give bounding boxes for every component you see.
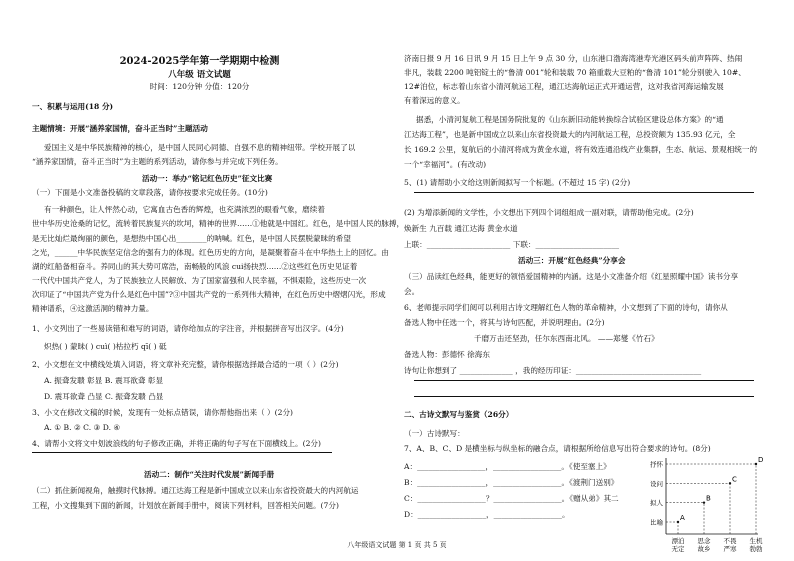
- y-tick-label: 抒怀: [650, 460, 663, 469]
- right-text-line: 12#泊位，标志着山东省小清河航运工程，通江达海航运正式开通运营，这对我省河海运输发展: [404, 82, 724, 91]
- point-label: B: [706, 494, 711, 503]
- left-text-line: 主题情境：开展“涵养家国情，奋斗正当时”主题活动: [32, 124, 208, 133]
- right-text-line: 二、古诗文默写与鉴赏（26分）: [404, 410, 514, 419]
- right-text-line: 会。: [404, 287, 420, 296]
- answer-line[interactable]: [414, 396, 754, 397]
- left-text-line: A. ① B. ② C. ③ D. ④: [44, 423, 121, 432]
- x-tick-label: 不畏: [723, 537, 737, 545]
- left-text-line: 4、请帮小文将文中划波浪线的句子修改正确，并将正确的句子写在下面横线上。(2分): [32, 439, 321, 448]
- x-tick-label-cont: 勃勃: [749, 545, 763, 553]
- left-text-line: （二）抓住新闻视角，触摸时代脉搏。通江达海工程是新中国成立以来山东省投资最大的内河航运: [32, 486, 359, 495]
- right-text-line: C：__________________？__________________。《赠从弟》其二: [404, 494, 619, 503]
- right-text-line: D：__________________，__________________。: [404, 510, 570, 519]
- left-text-line: 是无比灿烂最绚丽的颜色，是想热中国心出________的呐喊。红色，是中国人民摆脱蒙昧的希望: [32, 234, 351, 243]
- left-text-line: 一代代中国共产党人，为了民族独立人民解放、为了国家富强和人民幸福，不惧艰险，这些历史一次: [32, 276, 367, 285]
- x-tick-label: 思念: [697, 537, 711, 545]
- right-text-line: A：__________________，__________________。《使至塞上》: [404, 462, 611, 471]
- data-point: [729, 482, 731, 484]
- y-tick-label: 设问: [650, 479, 663, 488]
- left-text-line: 有一种颜色，让人怦然心动，它寓血古色香的辉煌，也充满浓烈的眼看气象，磨续着: [44, 205, 325, 214]
- y-tick-label: 拟人: [650, 499, 663, 508]
- right-text-line: 备选人物中任选一个，将其与诗句匹配，并说明理由。(2分): [404, 318, 605, 327]
- left-text-line: 湖的红船备相奋斗。养同山的其大势可席浩，南畅般的风浪 cui扬抉烈……②这些红色历史见证着: [32, 262, 358, 271]
- left-text-line: 工程，小文搜集到下面的新闻，计划放在新闻手册中，阅读下列材料，回答相关问题。(7分): [32, 501, 339, 510]
- right-text-line: 长 169.2 公里，复航后的小清河将成为黄金水道，将有效连通沿线产业集群，生态、航运、景观相统一的: [404, 145, 758, 154]
- right-text-line: 7、A、B、C、D 是横坐标与纵坐标的融合点，请根据所给信息写出符合要求的诗句。(8分): [404, 444, 711, 453]
- answer-line[interactable]: [414, 192, 754, 193]
- left-text-line: D. 震耳欲聋 凸显 C. 振聋发聩 凸显: [44, 392, 164, 401]
- left-text-line: 爱国主义是中华民族精神的核心，是中国人民同心同德、自强不息的精神纽带。学校开展了以: [44, 143, 356, 152]
- left-text-line: 2、小文想在文中横线处填入词语，将文章补充完整，请你根据选择最合适的一项（ ）(2分): [32, 360, 339, 369]
- right-text-line: 备选人物：彭德怀 徐海东: [404, 350, 490, 359]
- answer-line[interactable]: [414, 380, 754, 381]
- right-text-line: 5、(1) 请帮助小文给这则新闻拟写一个标题。(不超过 15 字) (2分): [404, 178, 631, 187]
- point-label: D: [758, 456, 764, 464]
- right-text-line: （一）古诗默写：: [404, 429, 465, 438]
- point-label: C: [732, 475, 737, 484]
- right-text-line: 江达海工程”，也是新中国成立以来山东省投资最大的内河航运工程，总投资额为 135.93 亿元，全: [404, 130, 736, 139]
- left-text-line: （一）下面是小文准备投稿的文章段落，请你按要求完成任务。(10分): [32, 188, 268, 197]
- exam-subtitle: 八年级 语文试题: [168, 70, 231, 80]
- right-text-line: B：__________________，__________________。《渡荆门送别》: [404, 478, 619, 487]
- x-tick-label-cont: 无定: [671, 545, 685, 553]
- right-text-line: 上联：______________________ 下联：______________________: [404, 240, 620, 249]
- left-text-line: 活动一：举办“铭记红色历史”征文比赛: [142, 174, 273, 183]
- left-text-line: 炽热( ) 蒙昧( ) cuì( )枯拉朽 qī( ) 砥: [44, 342, 167, 351]
- data-point: [755, 463, 757, 465]
- data-point: [703, 501, 705, 503]
- left-text-line: 1、小文列出了一些易读错和难写的词语，请你给加点的字注音，并根据拼音写出汉字。(4分): [32, 324, 344, 333]
- left-text-line: 之光，______中华民族坚定信念的强有力的体现。红色历史的方向，是凝聚着奋斗在中华热土上的回忆。由: [32, 248, 389, 257]
- page-footer: 八年级语文试题 第 1 页 共 5 页: [347, 541, 447, 549]
- exam-meta: 时间：120分钟 分值：120分: [149, 82, 250, 91]
- left-text-line: 次印证了“中国共产党为什么是红色中国”?③中国共产党的一系列伟大精神，在红色历史中熠熠闪光，形成: [32, 290, 386, 299]
- point-label: A: [680, 514, 685, 522]
- left-text-line: 3、小文在修改文稿的时候，发现有一处标点错误，请你帮他指出来（ ）(2分): [32, 408, 293, 417]
- left-text-line: A. 振聋发聩 彰显 B. 震耳欲聋 彰显: [44, 376, 164, 385]
- right-text-line: 非凡，装载 2200 吨铝锭土的“鲁清 001”轮和装载 70 箱重载大豆粕的“鲁清 101”轮分别驶入 10#、: [404, 68, 746, 77]
- right-text-line: 6、老师提示同学们阅可以利用古诗文理解红色人物的革命精神，小文想到了下面的诗句，请你从: [404, 303, 728, 312]
- right-text-line: (2) 为增添新闻的文学性，小文想出下列四个词组组成一副对联，请帮助他完成。(2分): [404, 208, 694, 217]
- left-text-line: 活动二：制作“关注时代发展”新闻手册: [144, 470, 275, 479]
- x-tick-label-cont: 故乡: [697, 545, 711, 553]
- right-text-line: 有着深远的意义。: [404, 96, 465, 105]
- left-text-line: “涵养家国情，奋斗正当时”为主题的系列活动，请你参与并完成下列任务。: [32, 157, 283, 166]
- right-text-line: 据悉，小清河复航工程是国务院批复的《山东新旧动能转换综合试验区建设总体方案》的“通: [416, 115, 724, 124]
- x-tick-label-cont: 严寒: [723, 545, 737, 553]
- right-text-line: 一个“幸福河”。(有改动): [404, 160, 487, 169]
- right-text-line: 诗句让你想到了 ______________ ，我的经历印证：_________________________________: [404, 366, 702, 375]
- right-text-line: 焕新生 九百载 通江达海 黄金水道: [404, 224, 518, 233]
- left-text-line: 世中华历史沧桑的记忆，流转着民族复兴的坎坷，精神的世界……①他就是中国红。红色，是中国人民的脉搏，: [32, 219, 405, 228]
- answer-line[interactable]: [32, 452, 332, 453]
- y-tick-label: 比喻: [650, 518, 663, 527]
- right-text-line: （三）品读红色经典，能更好的领悟爱国精神的内涵。这是小文准备介绍《红星照耀中国》读书分享: [404, 272, 739, 281]
- right-text-line: 济南日报 9 月 16 日讯 9 月 15 日上午 9 点 30 分，山东港口渤海湾港寿光港区码头前声阵阵、热闹: [404, 54, 743, 63]
- x-tick-label: 生机: [749, 537, 763, 545]
- exam-title: 2024-2025学年第一学期期中检测: [119, 56, 280, 67]
- right-text-line: 千磨万击还坚劲，任尔东西南北风。 ——郑燮《竹石》: [474, 334, 659, 343]
- left-text-line: 精神谱系，④这激活洞的精神力量。: [32, 304, 154, 313]
- right-text-line: 活动三：开展“红色经典”分享会: [518, 256, 626, 265]
- data-point: [677, 521, 679, 523]
- x-tick-label: 漂泊: [671, 537, 685, 545]
- left-text-line: 一、积累与运用(18 分): [32, 102, 114, 111]
